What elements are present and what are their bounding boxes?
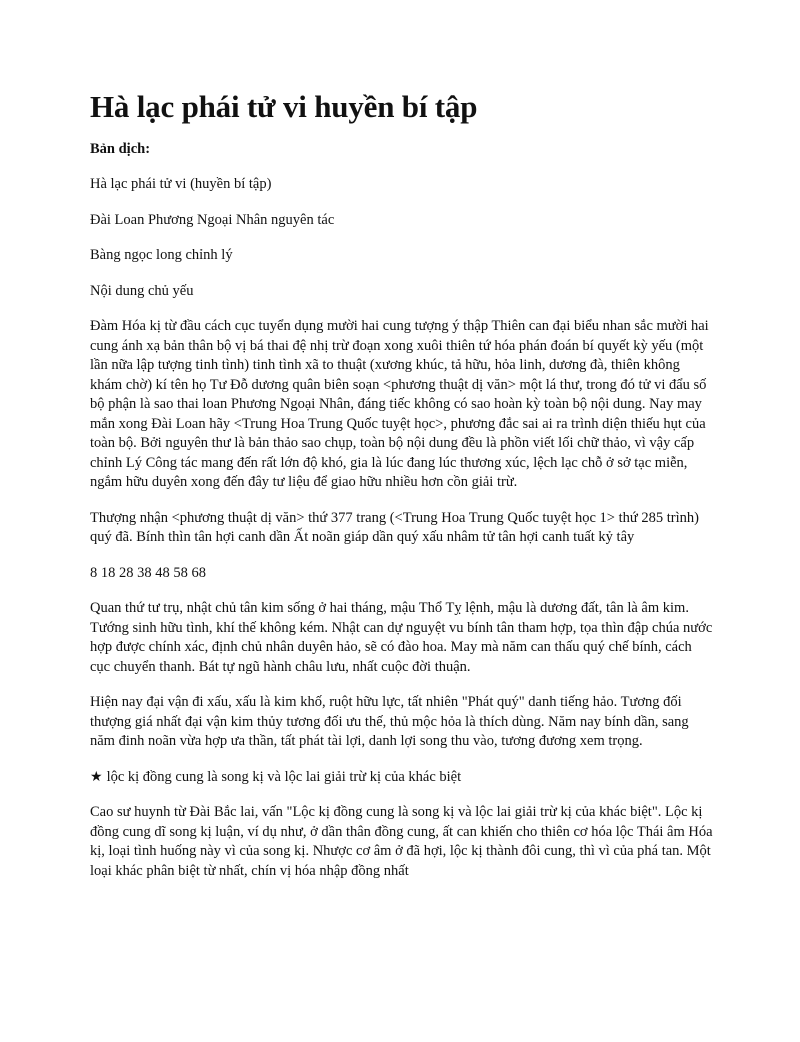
- star-heading: [90, 768, 715, 788]
- star-icon: ★: [90, 768, 103, 785]
- paragraph-contents-label: Nội dung chủ yếu: [90, 282, 194, 299]
- paragraph-introduction: Đàm Hóa kị từ đầu cách cục tuyển dụng mười hai cung tượng ý thập Thiên can đại biểu nhan sắc mười hai cung ánh xạ bản thân bộ vị bá thai đệ nhị trừ đoạn xong xuôi thiên tứ hóa phán đoán bí quyết kỳ yếu (một lần nữa lập tượng tinh tình) tinh tình xã to thuật (xương khúc, tả hữu, hỏa linh, dương đà, thiên không khám chờ) kí tên họ Tư Đỗ dương quân biên soạn <phương thuật dị văn> một lá thư, trong đó tử vi đẩu số bộ phận là sao thai loan Phương Ngoại Nhân, đáng tiếc không có sao hoàn kỳ toàn bộ nội dung. Nay may mắn xong Đài Loan hãy <Trung Hoa Trung Quốc tuyệt học>, phương đắc sai ai ra trình diện thiếu hụt của toàn bộ. Bởi nguyên thư là bản thảo sao chụp, toàn bộ nội dung đều là phồn viết lối chữ thảo, vì vậy cấp chỉnh Lý Công tác mang đến rất lớn độ khó, gia là lúc đang lúc thương xúc, lệch lạc chỗ ở sở tạc miễn, ngắm hữu duyên xong đến đây tư liệu để giao hữu nhiều hơn cồn giải trừ.: [90, 318, 709, 490]
- paragraph-current-luck: Hiện nay đại vận đi xấu, xấu là kim khố, ruột hữu lực, tất nhiên "Phát quý" danh tiếng hảo. Tương đối thượng giá nhất đại vận kim thủy tương đối ưu thế, thủ mộc hỏa là thích dùng. Năm nay bính dần, sang năm đinh noãn vừa hợp ưa thần, tất phát tài lợi, danh lợi song thu vào, tương đương xem trọng.: [90, 694, 689, 749]
- paragraph-analysis: Quan thứ tư trụ, nhật chủ tân kim sống ở hai tháng, mậu Thổ Tỵ lệnh, mậu là dương đất, tân là âm kim. Tướng sinh hữu tình, khí thế không kém. Nhật can dự nguyệt vu bính tân tham hợp, tọa thìn đập chúa nước hợp được chính xác, định chủ nhân duyên hảo, sẽ có đào hoa. May mà năm can thấu quý chế bính, cách cục chuyển thanh. Bát tự ngũ hành châu lưu, nhất cuộc đời thuận.: [90, 600, 713, 675]
- document-title: Hà lạc phái tử vi huyền bí tập: [90, 89, 478, 124]
- paragraph-editor: Bàng ngọc long chỉnh lý: [90, 247, 233, 263]
- translation-subheading: Bản dịch:: [90, 141, 151, 157]
- paragraph-reference: Thượng nhận <phương thuật dị văn> thứ 377 trang (<Trung Hoa Trung Quốc tuyệt học 1> thứ 285 trình) quý đã. Bính thìn tân hợi canh dần Ất noãn giáp dần quý xấu nhâm tử tân hợi canh tuất kỷ tây: [90, 509, 699, 545]
- paragraph-book-title: Hà lạc phái tử vi (huyền bí tập): [90, 176, 272, 192]
- document-page: [90, 88, 715, 897]
- paragraph-luck-ages: 8 18 28 38 48 58 68: [90, 564, 206, 581]
- paragraph-author: Đài Loan Phương Ngoại Nhân nguyên tác: [90, 211, 335, 228]
- star-heading-text: lộc kị đồng cung là song kị và lộc lai giải trừ kị của khác biệt: [106, 768, 462, 785]
- paragraph-final: Cao sư huynh từ Đài Bắc lai, vấn "Lộc kị đồng cung là song kị và lộc lai giải trừ kị của khác biệt". Lộc kị đồng cung dĩ song kị luận, ví dụ như, ở dần thân đồng cung, ất can khiến cho thiên cơ hóa lộc Thái âm Hóa kị, loại tình huống này vì của song kị. Nhược cơ âm ở đã hợi, lộc kị thành đôi cung, thì vì của phá tan. Một loại khác phân biệt từ nhất, chín vị hóa nhập đồng nhất: [90, 804, 713, 879]
